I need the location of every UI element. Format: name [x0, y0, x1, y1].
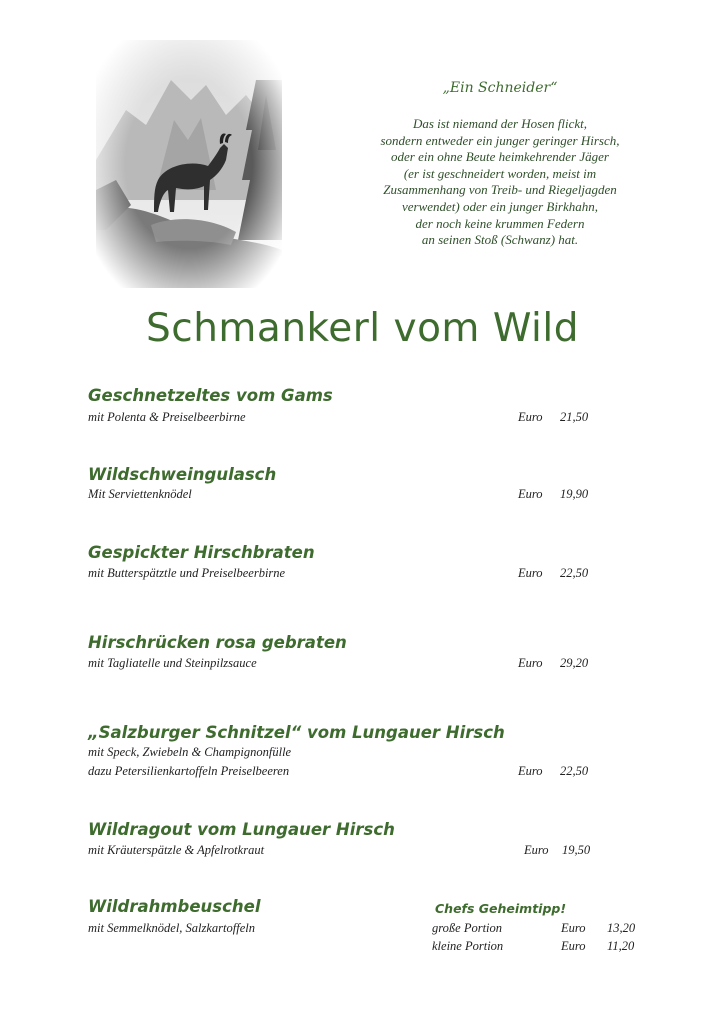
dish-price: 22,50: [560, 566, 589, 580]
quote-line: Zusammenhang von Treib- und Riegeljagden: [383, 182, 617, 198]
dish-title: Wildragout vom Lungauer Hirsch: [88, 820, 395, 839]
dish-price: 29,20: [560, 656, 589, 670]
quote-text: [300, 116, 700, 249]
quote-line: sondern entweder ein junger geringer Hirsch,: [380, 132, 620, 148]
dish-title: Hirschrücken rosa gebraten: [88, 633, 347, 652]
dish-price: 19,50: [562, 843, 591, 857]
quote-line: Das ist niemand der Hosen flickt,: [412, 116, 588, 131]
dish-description: mit Semmelknödel, Salzkartoffeln: [88, 921, 255, 935]
currency-label: Euro: [524, 843, 549, 857]
currency-label: Euro: [518, 656, 543, 670]
currency-label: Euro: [518, 487, 543, 501]
dish-title: Gespickter Hirschbraten: [88, 543, 315, 562]
dish-description: mit Kräuterspätzle & Apfelrotkraut: [88, 843, 265, 857]
dish-description: Mit Serviettenknödel: [88, 487, 192, 501]
quote-line: (er ist geschneidert worden, meist im: [403, 165, 597, 181]
quote-line: oder ein ohne Beute heimkehrender Jäger: [391, 149, 609, 165]
dish-description: mit Polenta & Preiselbeerbirne: [88, 410, 246, 424]
dish-title: Geschnetzeltes vom Gams: [88, 386, 333, 405]
dish-price: 21,50: [560, 410, 589, 424]
portion-label: große Portion: [432, 921, 503, 935]
chamois-illustration: [96, 40, 282, 288]
currency-label: Euro: [561, 939, 586, 953]
currency-label: Euro: [518, 764, 543, 778]
dish-title: „Salzburger Schnitzel“ vom Lungauer Hirsch: [88, 723, 505, 742]
portion-price: 13,20: [607, 921, 636, 935]
page-title: Schmankerl vom Wild: [146, 306, 579, 351]
quote-line: der noch keine krummen Federn: [415, 215, 585, 231]
portion-price: 11,20: [607, 939, 635, 953]
chamois-on-rock-icon: [96, 40, 282, 288]
chefs-tip-title: Chefs Geheimtipp!: [435, 901, 567, 916]
dish-price: 19,90: [560, 487, 589, 501]
quote-line: an seinen Stoß (Schwanz) hat.: [421, 232, 579, 248]
dish-description: mit Tagliatelle und Steinpilzsauce: [88, 656, 257, 670]
dish-title: Wildschweingulasch: [88, 465, 277, 484]
currency-label: Euro: [561, 921, 586, 935]
portion-label: kleine Portion: [432, 939, 504, 953]
dish-description: mit Speck, Zwiebeln & Champignonfülle: [88, 745, 292, 759]
currency-label: Euro: [518, 566, 543, 580]
currency-label: Euro: [518, 410, 543, 424]
dish-description: dazu Petersilienkartoffeln Preiselbeeren: [88, 764, 290, 778]
dish-price: 22,50: [560, 764, 589, 778]
quote-line: verwendet) oder ein junger Birkhahn,: [401, 198, 599, 214]
dish-title: Wildrahmbeuschel: [88, 897, 261, 916]
quote-title: „Ein Schneider“: [442, 80, 558, 96]
dish-description: mit Butterspätztle und Preiselbeerbirne: [88, 566, 286, 580]
